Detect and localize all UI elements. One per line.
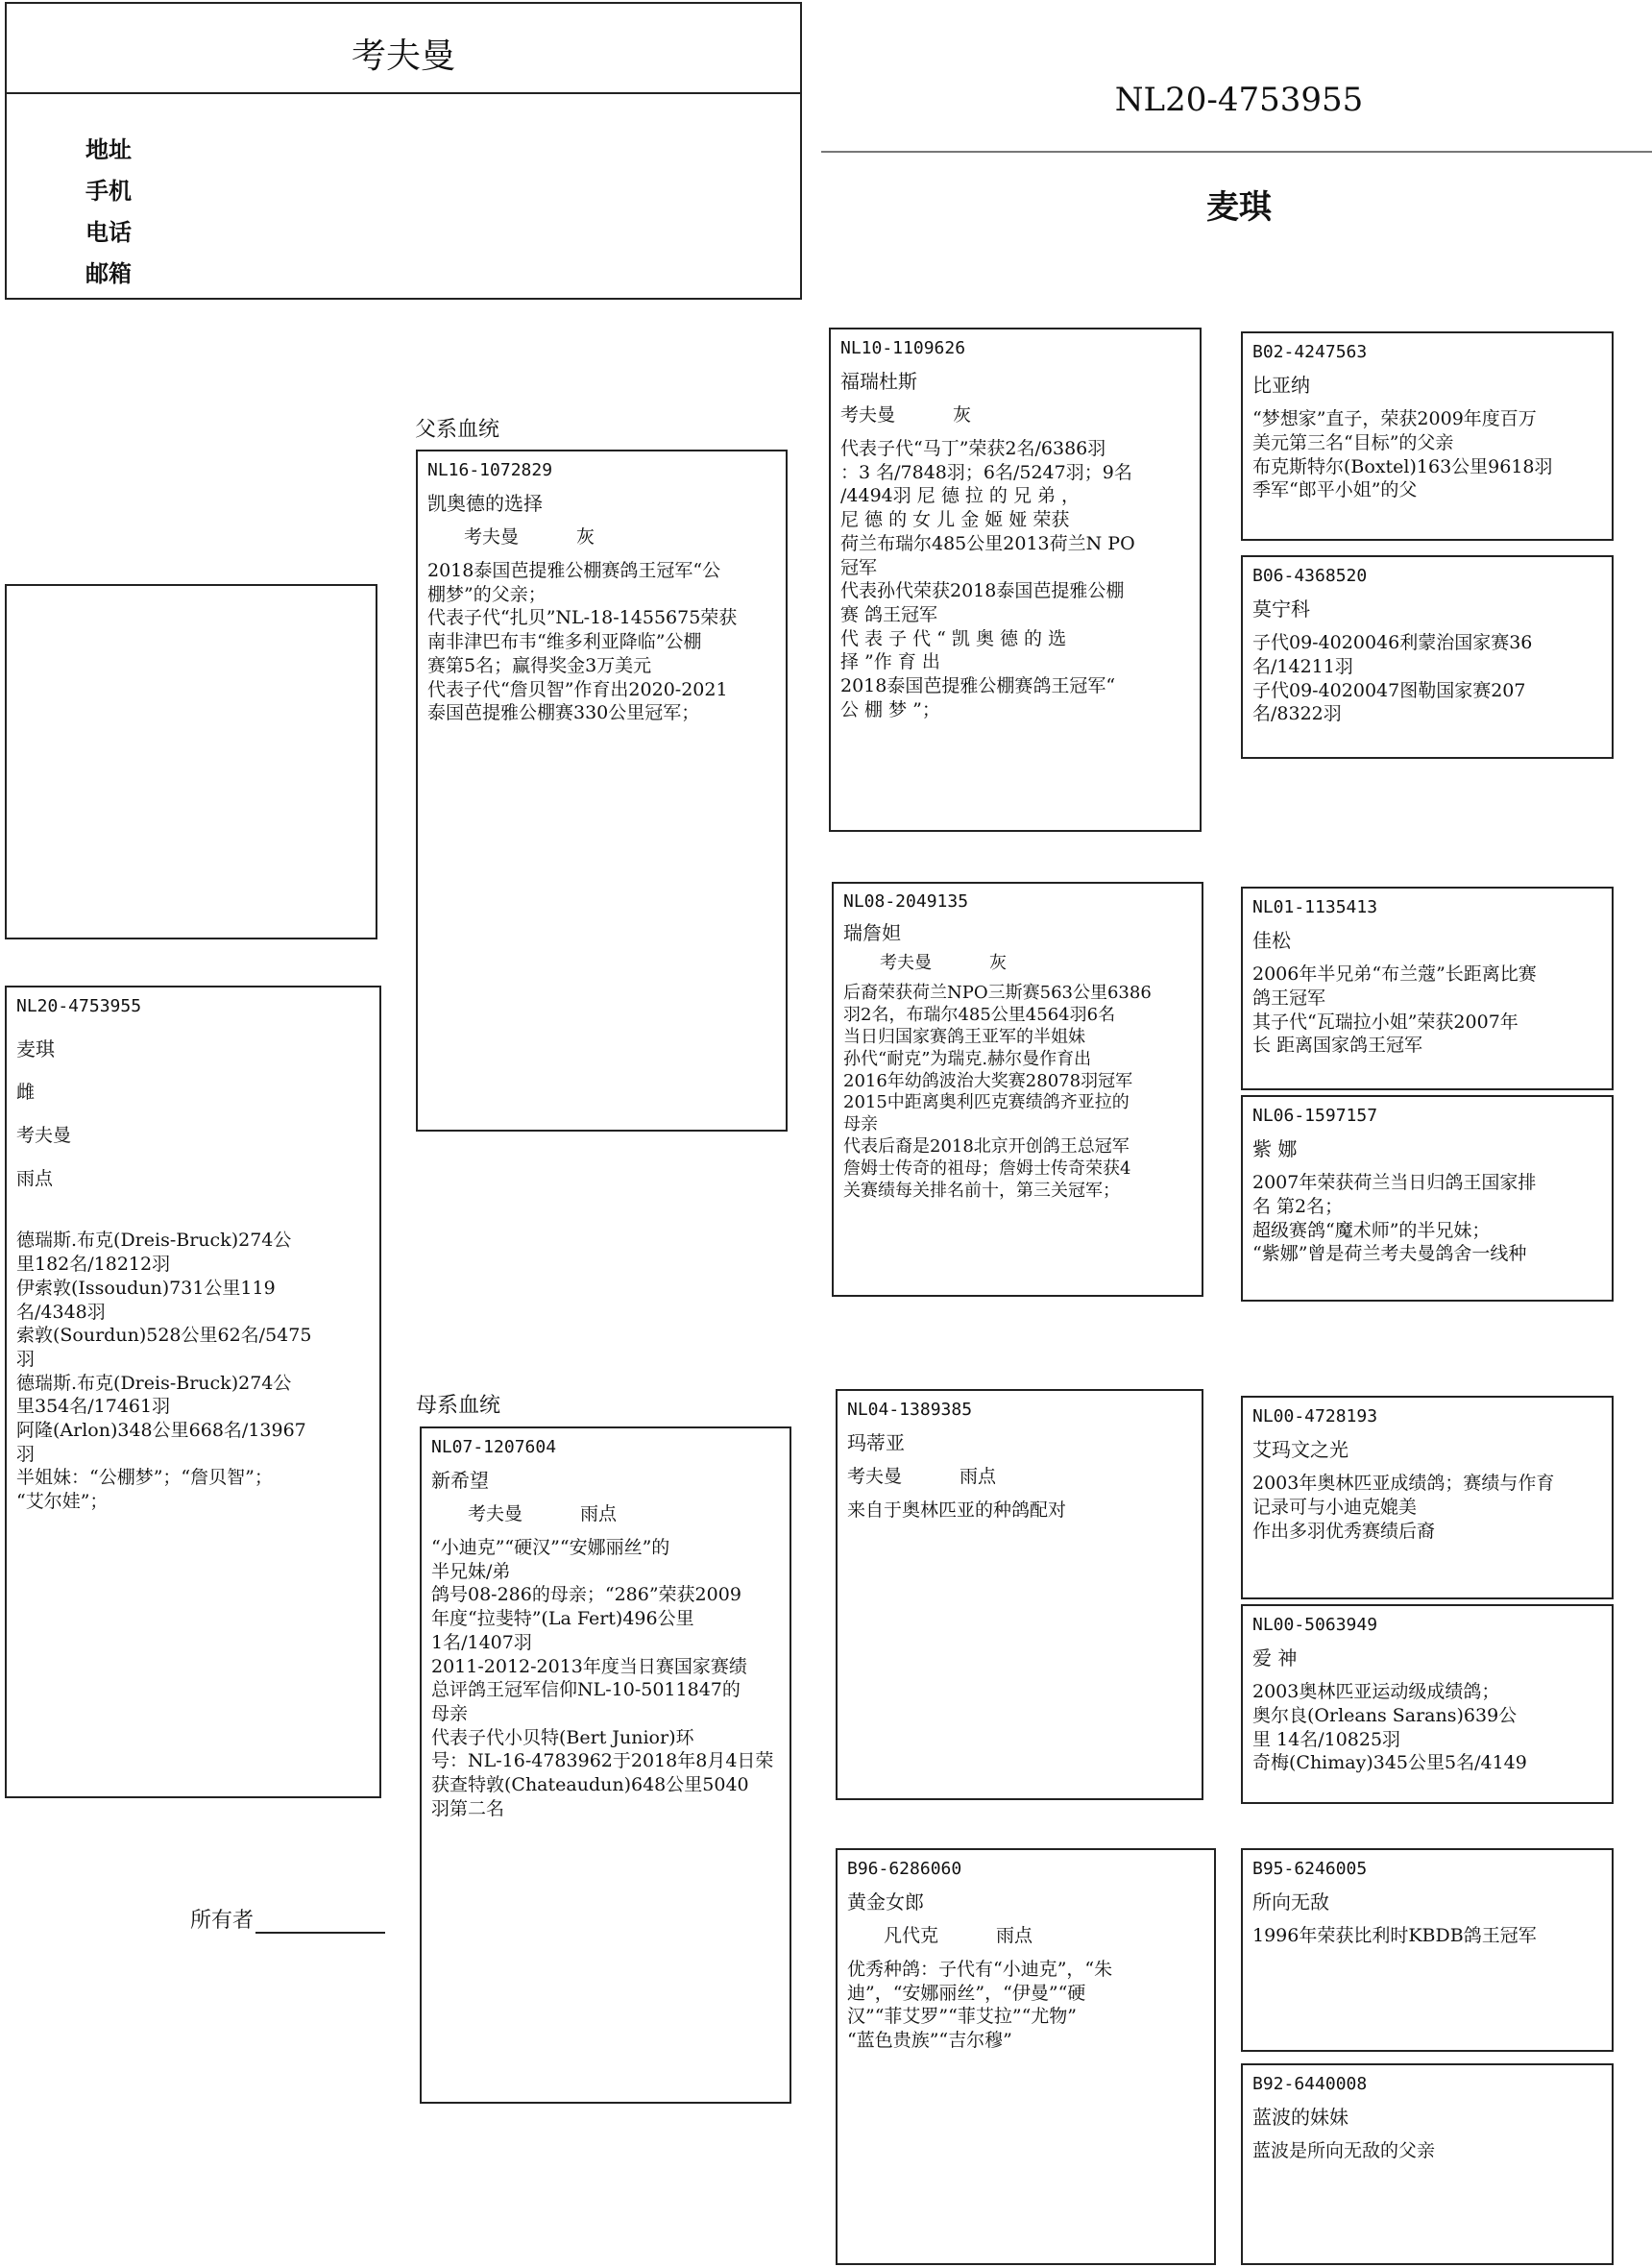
dam-description: “小迪克”“硬汉”“安娜丽丝”的 半兄妹/弟 鸽号08-286的母亲；“286”荣获2009 年度“拉斐特”(La Fert)496公里 1名/1407羽 2011-2012-2013年度当日赛国家赛绩 总评鸽王冠军信仰NL-10-5011847的 母亲 代表子代小贝特(Bert Junior)环 号：NL-16-4783962于2018年8月4日荣 获查特敦(Chateaudun)648公里5040 羽第二名 (431, 1537, 774, 1819)
sds-card (1241, 887, 1614, 1090)
dss-card (1241, 1396, 1614, 1599)
contact-address-label: 地址 (85, 136, 132, 163)
subject-card (5, 986, 381, 1798)
sdd-description: 2007年荣获荷兰当日归鸽王国家排 名 第2名； 超级赛鸽“魔术师”的半兄妹； “紫娜”曾是荷兰考夫曼鸽舍一线种 (1252, 1172, 1537, 1265)
ssd-card (1241, 555, 1614, 759)
dam-color: 雨点 (580, 1503, 618, 1525)
dam-name: 新希望 (431, 1469, 489, 1493)
header-ring-number: NL20-4753955 (1114, 81, 1364, 119)
sds-ring: NL01-1135413 (1252, 897, 1378, 917)
ddd-name: 蓝波的妹妹 (1252, 2106, 1348, 2130)
sire-name: 凯奥德的选择 (427, 492, 543, 516)
sss-card (1241, 331, 1614, 541)
dam-dam-name: 黄金女郎 (847, 1890, 924, 1914)
subject-description: 德瑞斯.布克(Dreis-Bruck)274公 里182名/18212羽 伊索敦(Issoudun)731公里119 名/4348羽 索敦(Sourdun)528公里62名/5475 羽 德瑞斯.布克(Dreis-Bruck)274公 里354名/17461羽 阿隆(Arlon)348公里668名/13967 羽 半姐妹：“公棚梦”；“詹贝智”； “艾尔娃”； (16, 1230, 312, 1513)
dam-breeder: 考夫曼 (468, 1503, 523, 1525)
dam-sire-breeder-color (847, 1465, 1192, 1489)
dam-dam-card (836, 1848, 1216, 2265)
sire-dam-breeder-color (843, 953, 1192, 975)
dam-dam-color: 雨点 (996, 1925, 1033, 1947)
dam-breeder-color (431, 1502, 780, 1526)
sire-sire-name: 福瑞杜斯 (840, 370, 917, 394)
dsd-card (1241, 1604, 1614, 1804)
sire-dam-ring: NL08-2049135 (843, 891, 969, 912)
sire-sire-breeder: 考夫曼 (840, 404, 896, 427)
ssd-description: 子代09-4020046利蒙治国家赛36 名/14211羽 子代09-4020047图勒国家赛207 名/8322羽 (1252, 632, 1533, 725)
sire-sire-color: 灰 (953, 404, 972, 427)
sss-name: 比亚纳 (1252, 374, 1310, 398)
dam-dam-breeder-color (847, 1924, 1204, 1948)
ddd-description: 蓝波是所向无敌的父亲 (1252, 2140, 1436, 2162)
sire-dam-description: 后裔荣获荷兰NPO三斯赛563公里6386 羽2名，布瑞尔485公里4564羽6名 当日归国家赛鸽王亚军的半姐妹 孙代“耐克”为瑞克.赫尔曼作育出 2016年幼鸽波治大奖赛28078羽冠军 2015中距离奥利匹克赛绩鸽齐亚拉的 母亲 代表后裔是2018北京开创鸽王总冠军 詹姆士传奇的祖母；詹姆士传奇荣获4 关赛绩每关排名前十，第三关冠军； (843, 983, 1152, 1201)
owner-title: 考夫曼 (351, 37, 455, 76)
subject-name: 麦琪 (16, 1037, 55, 1061)
owner-header-box (5, 2, 802, 300)
sire-description: 2018泰国芭提雅公棚赛鸽王冠军“公 棚梦”的父亲； 代表子代“扎贝”NL-18-1455675荣获 南非津巴布韦“维多利亚降临”公棚 赛第5名；赢得奖金3万美元 代表子代“詹贝智”作育出2020-2021 泰国芭提雅公棚赛330公里冠军； (427, 560, 738, 724)
dss-name: 艾玛文之光 (1252, 1438, 1348, 1462)
sdd-name: 紫 娜 (1252, 1137, 1298, 1161)
dds-card (1241, 1848, 1614, 2052)
contact-mobile-label: 手机 (85, 178, 132, 205)
sire-sire-description: 代表子代“马丁”荣获2名/6386羽 ：3 名/7848羽；6名/5247羽；9名 /4494羽 尼 德 拉 的 兄 弟 ， 尼 德 的 女 儿 金 姬 娅 荣获 荷兰布瑞尔485公里2013荷兰N PO 冠军 代表孙代荣获2018泰国芭提雅公棚 赛 鸽王冠军 代 表 子 代 “ 凯 奥 德 的 选 择 ”作 育 出 2018泰国芭提雅公棚赛鸽王冠军“ 公 棚 梦 ”； (840, 438, 1135, 720)
sire-sire-ring: NL10-1109626 (840, 338, 966, 358)
ssd-name: 莫宁科 (1252, 597, 1310, 622)
dam-ring: NL07-1207604 (431, 1437, 557, 1457)
ssd-ring: B06-4368520 (1252, 566, 1368, 586)
owner-signature-line (190, 1904, 385, 1934)
owner-divider (7, 92, 800, 94)
sds-description: 2006年半兄弟“布兰蔻”长距离比赛 鸽王冠军 其子代“瓦瑞拉小姐”荣获2007年 长 距离国家鸽王冠军 (1252, 963, 1537, 1057)
dam-dam-breeder: 凡代克 (884, 1925, 939, 1947)
sire-dam-breeder: 考夫曼 (880, 953, 932, 974)
dds-name: 所向无敌 (1252, 1890, 1329, 1914)
dds-description: 1996年荣获比利时KBDB鸽王冠军 (1252, 1925, 1537, 1947)
header-bird-name: 麦琪 (1206, 188, 1272, 227)
sire-ring: NL16-1072829 (427, 460, 553, 480)
dam-card (420, 1426, 791, 2104)
dam-sire-card (836, 1389, 1203, 1800)
contact-email-label: 邮箱 (85, 260, 132, 287)
sire-dam-card (832, 882, 1203, 1297)
dsd-ring: NL00-5063949 (1252, 1615, 1378, 1635)
dss-description: 2003年奥林匹亚成绩鸽；赛绩与作育 记录可与小迪克媲美 作出多羽优秀赛绩后裔 (1252, 1473, 1555, 1542)
photo-placeholder (5, 584, 377, 939)
dam-dam-description: 优秀种鸽：子代有“小迪克”，“朱 迪”，“安娜丽丝”，“伊曼”“硬 汉”“菲艾罗”“菲艾拉”“尤物” “蓝色贵族”“吉尔穆” (847, 1959, 1113, 2052)
sire-color: 灰 (576, 526, 595, 548)
sdd-ring: NL06-1597157 (1252, 1106, 1378, 1126)
sire-sire-card (829, 328, 1202, 832)
sds-name: 佳松 (1252, 929, 1291, 953)
owner-underline (255, 1911, 385, 1934)
dam-sire-description: 来自于奥林匹亚的种鸽配对 (847, 1499, 1067, 1522)
dsd-description: 2003奥林匹亚运动级成绩鸽； 奥尔良(Orleans Sarans)639公 里 14名/10825羽 奇梅(Chimay)345公里5名/4149 (1252, 1681, 1527, 1774)
dam-dam-ring: B96-6286060 (847, 1859, 962, 1879)
sire-dam-name: 瑞詹妲 (843, 920, 901, 944)
subject-ring: NL20-4753955 (16, 996, 142, 1016)
owner-label: 所有者 (190, 1909, 255, 1933)
sire-line-label: 父系血统 (415, 418, 500, 442)
sss-description: “梦想家”直子，荣获2009年度百万 美元第三名“目标”的父亲 布克斯特尔(Boxtel)163公里9618羽 季军“郎平小姐”的父 (1252, 408, 1553, 501)
dam-sire-name: 玛蒂亚 (847, 1431, 905, 1455)
dam-sire-breeder: 考夫曼 (847, 1466, 903, 1488)
sire-breeder-color (427, 525, 776, 549)
subject-breeder: 考夫曼 (16, 1125, 72, 1147)
sss-ring: B02-4247563 (1252, 342, 1368, 362)
subject-color: 雨点 (16, 1167, 54, 1189)
dss-ring: NL00-4728193 (1252, 1406, 1378, 1426)
sire-breeder: 考夫曼 (464, 526, 520, 548)
dam-line-label: 母系血统 (416, 1394, 501, 1418)
sire-card (416, 450, 788, 1132)
header-divider (821, 151, 1652, 153)
dds-ring: B95-6246005 (1252, 1859, 1368, 1879)
sire-dam-color: 灰 (989, 953, 1007, 974)
dsd-name: 爱 神 (1252, 1646, 1298, 1670)
sire-sire-breeder-color (840, 403, 1190, 427)
sdd-card (1241, 1095, 1614, 1302)
ddd-card (1241, 2063, 1614, 2265)
dam-sire-ring: NL04-1389385 (847, 1400, 973, 1420)
ddd-ring: B92-6440008 (1252, 2074, 1368, 2094)
contact-phone-label: 电话 (85, 219, 132, 246)
dam-sire-color: 雨点 (960, 1466, 997, 1488)
subject-sex: 雌 (16, 1082, 36, 1104)
